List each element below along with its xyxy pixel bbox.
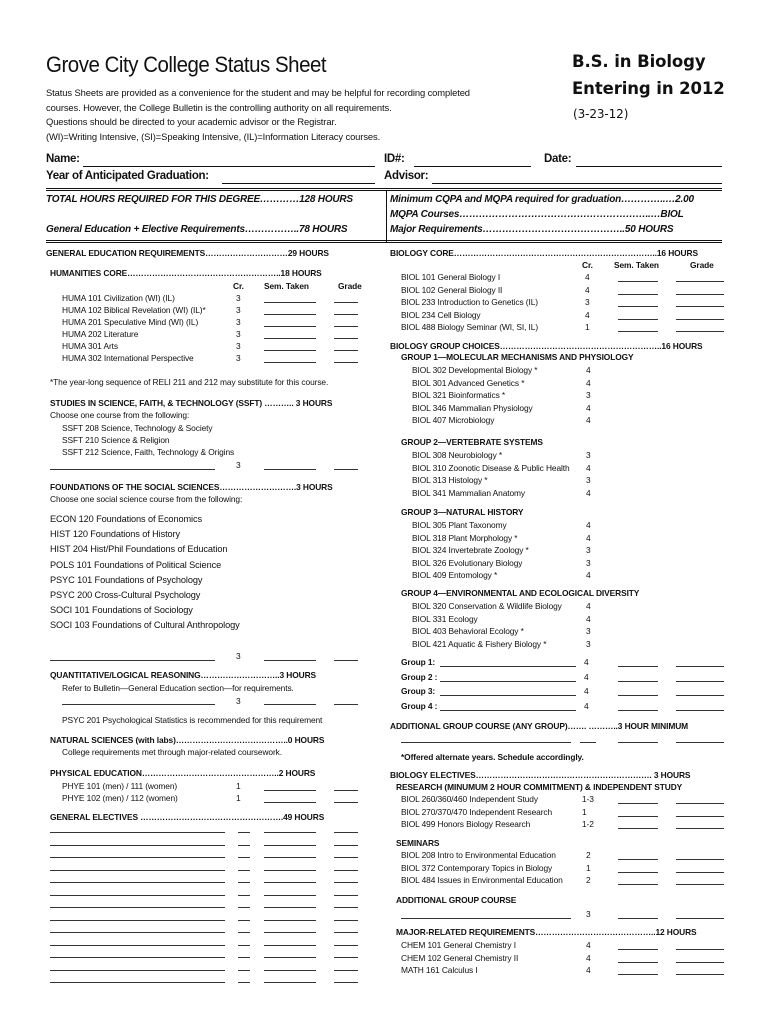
natsci-note: College requirements met through major-related coursework. (62, 747, 282, 757)
group-header: GROUP 4—ENVIRONMENTAL AND ECOLOGICAL DIVERSITY (401, 588, 640, 598)
course-credits: 1-3 (582, 794, 594, 804)
course-credits: 3 (586, 450, 591, 460)
course-credits: 1 (236, 781, 241, 791)
seminars-header: SEMINARS (396, 838, 440, 848)
course-name: BIOL 270/370/470 Independent Research (401, 806, 553, 817)
grade-field[interactable] (334, 314, 358, 315)
course-credits: 4 (586, 601, 591, 611)
sem-taken-field[interactable] (264, 857, 316, 858)
advisor-label: Advisor: (384, 170, 429, 182)
course-name: PHYE 101 (men) / 111 (women) (62, 781, 178, 791)
sem-taken-field[interactable] (618, 666, 658, 667)
grade-field[interactable] (676, 918, 724, 919)
elective-credits-field[interactable] (238, 920, 250, 921)
course-name: PSYC 101 Foundations of Psychology (50, 574, 203, 585)
group-course-field[interactable] (440, 695, 576, 696)
elective-credits-field[interactable] (238, 845, 250, 846)
additional-group-header: ADDITIONAL GROUP COURSE (ANY GROUP)……. ………..3 HOUR MINIMUM (390, 721, 689, 731)
sem-taken-field[interactable] (264, 790, 316, 791)
date-label: Date: (544, 153, 572, 165)
sem-taken-field[interactable] (264, 314, 316, 315)
course-name: BIOL 346 Mammalian Physiology (412, 402, 533, 413)
grade-field[interactable] (676, 681, 724, 682)
course-name: BIOL 403 Behavioral Ecology * (412, 626, 524, 637)
elective-credits-field[interactable] (238, 982, 250, 983)
col-sem-taken: Sem. Taken (614, 260, 659, 270)
alternate-years-note: *Offered alternate years. Schedule accordingly. (401, 752, 584, 762)
grade-field[interactable] (334, 338, 358, 339)
sem-taken-field[interactable] (264, 920, 316, 921)
course-credits: 4 (586, 613, 591, 624)
group-label: Group 1: (401, 657, 436, 667)
grade-field[interactable] (676, 816, 724, 817)
divider (386, 190, 387, 243)
course-name: BIOL 320 Conservation & Wildlife Biology (412, 601, 562, 611)
biology-electives-header: BIOLOGY ELECTIVES………………………………………………………. 3 HOURS (390, 770, 691, 780)
course-credits: 3 (586, 909, 591, 919)
elective-course-field[interactable] (50, 857, 225, 858)
course-name: BIOL 233 Introduction to Genetics (IL) (401, 297, 538, 307)
group-course-field[interactable] (440, 666, 576, 667)
course-credits: 3 (236, 696, 241, 706)
course-name: BIOL 101 General Biology I (401, 272, 501, 282)
elective-credits-field[interactable] (238, 945, 250, 946)
grade-field[interactable] (334, 704, 358, 705)
course-name: SOCI 101 Foundations of Sociology (50, 605, 193, 616)
major-hours: Major Requirements……………………………………..50 HOURS (390, 224, 674, 235)
elective-credits-field[interactable] (238, 970, 250, 971)
sem-taken-field[interactable] (264, 832, 316, 833)
humanities-header: HUMANITIES CORE………………………………………………..18 HOURS (50, 268, 322, 278)
course-credits: 4 (584, 700, 589, 711)
course-name: MATH 161 Calculus I (401, 965, 478, 975)
course-credits: 3 (586, 626, 591, 637)
course-credits: 3 (236, 317, 241, 327)
course-name: BIOL 313 Histology * (412, 475, 488, 486)
course-name: CHEM 101 General Chemistry I (401, 940, 516, 950)
course-name: PHYE 102 (men) / 112 (women) (62, 793, 178, 803)
elective-credits-field[interactable] (238, 857, 250, 858)
sem-taken-field[interactable] (264, 660, 316, 661)
course-credits: 4 (586, 520, 591, 530)
course-name: BIOL 421 Aquatic & Fishery Biology * (412, 638, 547, 649)
elective-course-field[interactable] (50, 920, 225, 921)
major-related-header: MAJOR-RELATED REQUIREMENTS……………………………………..12 HOURS (396, 927, 697, 937)
group-choices-header: BIOLOGY GROUP CHOICES…………………………………………………..16 HOURS (390, 341, 703, 351)
course-credits: 3 (586, 545, 591, 556)
course-name: BIOL 326 Evolutionary Biology (412, 557, 523, 568)
course-name: PSYC 200 Cross-Cultural Psychology (50, 590, 201, 600)
course-field[interactable] (50, 469, 215, 470)
grade-field[interactable] (676, 884, 724, 885)
date-field[interactable] (576, 166, 722, 167)
course-field[interactable] (401, 918, 571, 919)
course-name: HUMA 102 Biblical Revelation (WI) (IL)* (62, 305, 206, 315)
sem-taken-field[interactable] (264, 469, 316, 470)
group-label: Group 4 : (401, 700, 438, 711)
sem-taken-field[interactable] (264, 957, 316, 958)
course-credits: 4 (586, 402, 591, 413)
grade-field[interactable] (334, 870, 358, 871)
course-name: BIOL 234 Cell Biology (401, 309, 481, 320)
course-credits: 4 (586, 487, 591, 498)
gened-hours: General Education + Elective Requirements……………..78 HOURS (46, 224, 348, 235)
entering-year: Entering in 2012 (572, 79, 725, 98)
group-course-field[interactable] (440, 681, 576, 682)
grade-field[interactable] (334, 920, 358, 921)
course-name: SSFT 212 Science, Faith, Technology & Origins (62, 447, 235, 457)
gened-header: GENERAL EDUCATION REQUIREMENTS…………………………29 HOURS (46, 248, 329, 258)
intro-text: Status Sheets are provided as a convenience for the student and may be helpful for recording completed courses. However, the College Bulletin is the controlling authority on all requirements. Questions should be directed to your academic advisor or the Registrar. (WI)=Writing Intensive, (SI)=Speaking Intensive, (IL)=Information Literacy courses. (46, 87, 470, 142)
course-name: BIOL 308 Neurobiology * (412, 450, 503, 460)
course-credits: 3 (586, 475, 591, 486)
course-credits: 3 (236, 353, 241, 363)
sem-taken-field[interactable] (264, 845, 316, 846)
grade-field[interactable] (334, 350, 358, 351)
grade-field[interactable] (676, 962, 724, 963)
course-credits: 1 (585, 322, 590, 332)
name-field[interactable] (83, 166, 375, 167)
course-credits: 3 (236, 651, 241, 661)
elective-credits-field[interactable] (238, 957, 250, 958)
grade-field[interactable] (334, 857, 358, 858)
additional-course-header: ADDITIONAL GROUP COURSE (396, 895, 517, 905)
course-field[interactable] (401, 742, 571, 743)
group-header: GROUP 2—VERTEBRATE SYSTEMS (401, 437, 543, 447)
elective-course-field[interactable] (50, 845, 225, 846)
sem-taken-field[interactable] (618, 742, 658, 743)
sem-taken-field[interactable] (618, 816, 658, 817)
sem-taken-field[interactable] (618, 710, 658, 711)
course-name: SSFT 208 Science, Technology & Society (62, 423, 213, 433)
id-field[interactable] (414, 166, 531, 167)
sem-taken-field[interactable] (618, 828, 658, 829)
elective-credits-field[interactable] (238, 870, 250, 871)
course-credits: 4 (584, 657, 589, 667)
elective-course-field[interactable] (50, 957, 225, 958)
course-name: POLS 101 Foundations of Political Science (50, 559, 222, 570)
course-credits: 4 (586, 965, 591, 975)
grade-field[interactable] (676, 859, 724, 860)
elective-course-field[interactable] (50, 882, 225, 883)
course-credits: 3 (236, 329, 241, 339)
sem-taken-field[interactable] (618, 281, 658, 282)
grade-field[interactable] (676, 319, 724, 320)
grade-field[interactable] (334, 326, 358, 327)
grade-field[interactable] (334, 302, 358, 303)
grade-field[interactable] (334, 957, 358, 958)
group-label: Group 3: (401, 686, 436, 696)
grad-year-label: Year of Anticipated Graduation: (46, 170, 209, 182)
course-credits: 2 (586, 850, 591, 860)
course-name: BIOL 409 Entomology * (412, 570, 498, 581)
course-credits: 1-2 (582, 819, 594, 829)
elective-credits-field[interactable] (238, 832, 250, 833)
course-name: BIOL 324 Invertebrate Zoology * (412, 545, 529, 556)
grade-field[interactable] (334, 895, 358, 896)
course-name: HUMA 101 Civilization (WI) (IL) (62, 293, 175, 303)
course-field[interactable] (62, 704, 215, 705)
course-name: BIOL 102 General Biology II (401, 284, 503, 295)
course-name: BIOL 310 Zoonotic Disease & Public Health (412, 462, 570, 473)
natsci-header: NATURAL SCIENCES (with labs)…………………………………..0 HOURS (50, 735, 325, 745)
elective-course-field[interactable] (50, 832, 225, 833)
sem-taken-field[interactable] (264, 326, 316, 327)
sem-taken-field[interactable] (618, 949, 658, 950)
col-cr: Cr. (582, 260, 593, 270)
grade-field[interactable] (334, 832, 358, 833)
research-header: RESEARCH (MINUMUM 2 HOUR COMMITMENT) & INDEPENDENT STUDY (396, 782, 683, 792)
grade-field[interactable] (334, 469, 358, 470)
course-name: HUMA 201 Speculative Mind (WI) (IL) (62, 317, 199, 327)
sem-taken-field[interactable] (618, 962, 658, 963)
course-credits: 3 (586, 390, 591, 401)
course-name: ECON 120 Foundations of Economics (50, 514, 202, 524)
psyc-note: PSYC 201 Psychological Statistics is recommended for this requirement (62, 715, 323, 725)
grade-field[interactable] (676, 331, 724, 332)
sem-taken-field[interactable] (264, 704, 316, 705)
elective-course-field[interactable] (50, 870, 225, 871)
course-credits: 3 (236, 305, 241, 315)
course-credits: 1 (582, 806, 587, 817)
sem-taken-field[interactable] (618, 306, 658, 307)
divider (46, 188, 722, 189)
divider (46, 190, 722, 191)
grade-field[interactable] (334, 945, 358, 946)
elective-credits-field[interactable] (238, 895, 250, 896)
total-hours: TOTAL HOURS REQUIRED FOR THIS DEGREE…………128 HOURS (46, 194, 353, 205)
sem-taken-field[interactable] (618, 918, 658, 919)
course-credits: 2 (586, 875, 591, 885)
sem-taken-field[interactable] (618, 695, 658, 696)
elective-credits-field[interactable] (238, 932, 250, 933)
group-label: Group 2 : (401, 671, 438, 682)
divider (46, 242, 722, 243)
sem-taken-field[interactable] (264, 970, 316, 971)
page-title: Grove City College Status Sheet (46, 52, 327, 77)
name-label: Name: (46, 153, 80, 165)
grade-field[interactable] (676, 710, 724, 711)
col-grade: Grade (690, 260, 714, 270)
sem-taken-field[interactable] (618, 681, 658, 682)
sem-taken-field[interactable] (264, 350, 316, 351)
course-name: HIST 204 Hist/Phil Foundations of Education (50, 544, 228, 555)
course-name: BIOL 484 Issues in Environmental Education (401, 875, 563, 885)
sem-taken-field[interactable] (264, 982, 316, 983)
quant-ref: Refer to Bulletin—General Education section—for requirements. (62, 683, 294, 693)
course-credits: 3 (585, 297, 590, 307)
course-name: SOCI 103 Foundations of Cultural Anthropology (50, 620, 240, 631)
grade-field[interactable] (334, 882, 358, 883)
course-name: BIOL 488 Biology Seminar (WI, SI, IL) (401, 322, 539, 332)
course-name: BIOL 260/360/460 Independent Study (401, 794, 538, 804)
course-name: HIST 120 Foundations of History (50, 529, 181, 540)
course-credits: 4 (586, 462, 591, 473)
grade-field[interactable] (334, 802, 358, 803)
sem-taken-field[interactable] (618, 319, 658, 320)
sem-taken-field[interactable] (618, 294, 658, 295)
grade-field[interactable] (676, 872, 724, 873)
grade-field[interactable] (676, 306, 724, 307)
course-credits: 4 (586, 532, 591, 543)
course-credits: 3 (236, 341, 241, 351)
grade-field[interactable] (676, 742, 724, 743)
grade-field[interactable] (676, 803, 724, 804)
grade-field[interactable] (334, 907, 358, 908)
ssft-choose: Choose one course from the following: (50, 410, 190, 420)
course-name: BIOL 305 Plant Taxonomy (412, 520, 507, 530)
group-header: GROUP 1—MOLECULAR MECHANISMS AND PHYSIOLOGY (401, 352, 634, 362)
degree-title: B.S. in Biology (572, 52, 706, 71)
course-field[interactable] (50, 660, 215, 661)
col-cr: Cr. (233, 281, 244, 291)
grade-field[interactable] (334, 932, 358, 933)
version-date: (3-23-12) (573, 107, 629, 121)
course-name: BIOL 372 Contemporary Topics in Biology (401, 862, 553, 873)
group-course-field[interactable] (440, 710, 576, 711)
course-credits: 4 (586, 952, 591, 963)
course-name: HUMA 302 International Perspective (62, 353, 194, 363)
grade-field[interactable] (676, 828, 724, 829)
divider (46, 240, 722, 241)
course-name: HUMA 202 Literature (62, 329, 139, 339)
ssft-header: STUDIES IN SCIENCE, FAITH, & TECHNOLOGY (SSFT) ……….. 3 HOURS (50, 398, 333, 408)
elective-course-field[interactable] (50, 907, 225, 908)
grade-field[interactable] (334, 362, 358, 363)
course-credits: 3 (236, 293, 241, 303)
sem-taken-field[interactable] (618, 884, 658, 885)
sem-taken-field[interactable] (618, 331, 658, 332)
sem-taken-field[interactable] (264, 945, 316, 946)
reli-note: *The year-long sequence of RELI 211 and 212 may substitute for this course. (50, 377, 329, 387)
social-header: FOUNDATIONS OF THE SOCIAL SCIENCES……………………….3 HOURS (50, 482, 333, 492)
quant-header: QUANTITATIVE/LOGICAL REASONING………………………..3 HOURS (50, 670, 316, 680)
sem-taken-field[interactable] (264, 362, 316, 363)
credits-field[interactable] (580, 742, 596, 743)
course-name: BIOL 321 Bioinformatics * (412, 390, 506, 401)
course-credits: 3 (586, 557, 591, 568)
pe-header: PHYSICAL EDUCATION…………………………………………..2 HOURS (50, 768, 316, 778)
course-credits: 4 (585, 272, 590, 282)
grad-year-field[interactable] (222, 183, 375, 184)
course-credits: 4 (586, 365, 591, 375)
sem-taken-field[interactable] (618, 803, 658, 804)
grade-field[interactable] (334, 970, 358, 971)
group-header: GROUP 3—NATURAL HISTORY (401, 507, 524, 517)
course-credits: 4 (586, 377, 591, 388)
elective-course-field[interactable] (50, 945, 225, 946)
course-credits: 4 (586, 570, 591, 581)
sem-taken-field[interactable] (264, 870, 316, 871)
advisor-field[interactable] (432, 183, 722, 184)
sem-taken-field[interactable] (618, 872, 658, 873)
elective-course-field[interactable] (50, 895, 225, 896)
course-credits: 1 (586, 862, 591, 873)
course-name: BIOL 302 Developmental Biology * (412, 365, 538, 375)
course-name: CHEM 102 General Chemistry II (401, 952, 519, 963)
sem-taken-field[interactable] (264, 338, 316, 339)
sem-taken-field[interactable] (264, 932, 316, 933)
grade-field[interactable] (676, 695, 724, 696)
course-name: BIOL 301 Advanced Genetics * (412, 377, 525, 388)
grade-field[interactable] (676, 294, 724, 295)
course-name: BIOL 341 Mammalian Anatomy (412, 487, 525, 498)
sem-taken-field[interactable] (618, 859, 658, 860)
grade-field[interactable] (676, 666, 724, 667)
elective-course-field[interactable] (50, 970, 225, 971)
grade-field[interactable] (676, 281, 724, 282)
course-credits: 4 (586, 940, 591, 950)
col-sem-taken: Sem. Taken (264, 281, 309, 291)
grade-field[interactable] (334, 790, 358, 791)
sem-taken-field[interactable] (264, 907, 316, 908)
course-credits: 4 (584, 671, 589, 682)
course-name: BIOL 318 Plant Morphology * (412, 532, 518, 543)
sem-taken-field[interactable] (618, 974, 658, 975)
course-name: BIOL 499 Honors Biology Research (401, 819, 531, 829)
grade-field[interactable] (676, 949, 724, 950)
cqpa-line: Minimum CQPA and MQPA required for graduation…………..…2.00 (390, 194, 694, 205)
id-label: ID#: (384, 153, 405, 165)
course-credits: 4 (586, 415, 591, 426)
course-name: SSFT 210 Science & Religion (62, 435, 170, 445)
course-name: BIOL 331 Ecology (412, 613, 478, 624)
sem-taken-field[interactable] (264, 302, 316, 303)
sem-taken-field[interactable] (264, 802, 316, 803)
elective-course-field[interactable] (50, 932, 225, 933)
course-credits: 4 (584, 686, 589, 696)
sem-taken-field[interactable] (264, 895, 316, 896)
course-credits: 3 (586, 638, 591, 649)
social-choose: Choose one social science course from the following: (50, 494, 243, 504)
grade-field[interactable] (676, 974, 724, 975)
course-name: BIOL 208 Intro to Environmental Education (401, 850, 556, 860)
elective-credits-field[interactable] (238, 907, 250, 908)
grade-field[interactable] (334, 982, 358, 983)
course-credits: 1 (236, 793, 241, 803)
grade-field[interactable] (334, 845, 358, 846)
course-credits: 3 (236, 460, 241, 470)
course-credits: 4 (585, 309, 590, 320)
biology-core-header: BIOLOGY CORE………………………………………………………………..16 HOURS (390, 248, 698, 258)
mqpa-line: MQPA Courses…………………………………………………..…BIOL (390, 209, 684, 220)
course-name: HUMA 301 Arts (62, 341, 118, 351)
sem-taken-field[interactable] (264, 882, 316, 883)
electives-header: GENERAL ELECTIVES …………………………………………….49 HOURS (50, 812, 325, 822)
grade-field[interactable] (334, 660, 358, 661)
elective-course-field[interactable] (50, 982, 225, 983)
course-credits: 4 (585, 284, 590, 295)
elective-credits-field[interactable] (238, 882, 250, 883)
course-name: BIOL 407 Microbiology (412, 415, 495, 426)
col-grade: Grade (338, 281, 362, 291)
